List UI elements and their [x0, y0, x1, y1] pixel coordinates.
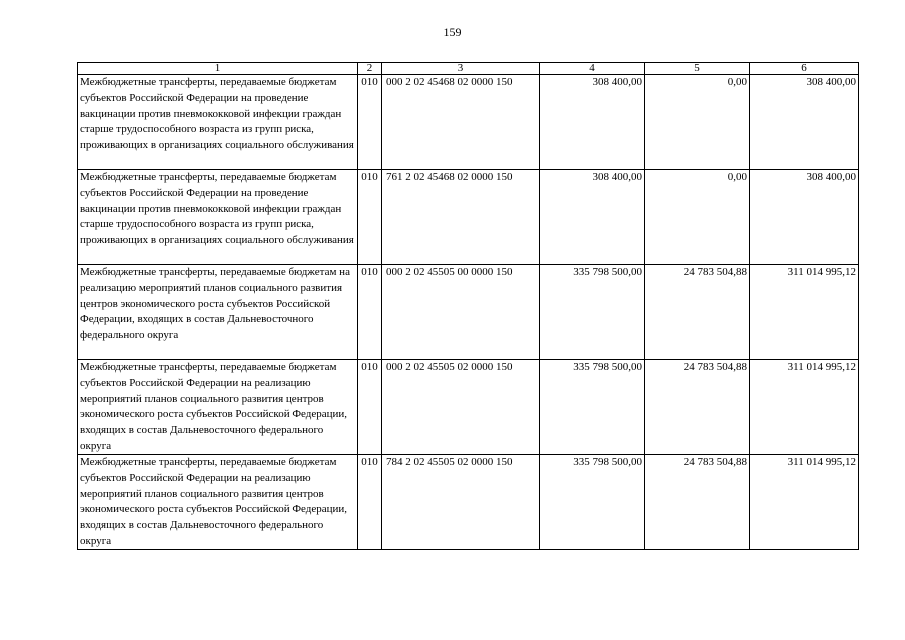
table-row [78, 75, 859, 170]
row-classification-cell: 000 2 02 45505 02 0000 150 [382, 360, 540, 455]
row-classification-cell: 761 2 02 45468 02 0000 150 [382, 170, 540, 265]
row-col5-cell: 0,00 [645, 75, 750, 170]
row-col6-cell: 308 400,00 [750, 75, 859, 170]
row-classification-cell: 784 2 02 45505 02 0000 150 [382, 455, 540, 550]
row-col6-cell: 311 014 995,12 [750, 265, 859, 360]
row-col5-cell: 24 783 504,88 [645, 265, 750, 360]
row-code-cell: 010 [358, 455, 382, 550]
column-header-6: 6 [750, 63, 859, 75]
row-col5-cell: 24 783 504,88 [645, 360, 750, 455]
row-name-cell [78, 75, 358, 170]
row-name: Межбюджетные трансферты, передаваемые бюджетам субъектов Российской Федерации на проведение вакцинации против пневмококковой инфекции граждан старше трудоспособного возраста из групп риска, проживающих в организациях социального обслуживания [80, 171, 354, 247]
row-code-cell: 010 [358, 170, 382, 265]
column-header-5: 5 [645, 63, 750, 75]
row-name: Межбюджетные трансферты, передаваемые бюджетам субъектов Российской Федерации на проведение вакцинации против пневмококковой инфекции граждан старше трудоспособного возраста из групп риска, проживающих в организациях социального обслуживания [80, 76, 354, 152]
row-col5-cell: 0,00 [645, 170, 750, 265]
row-col4-cell: 308 400,00 [540, 75, 645, 170]
column-header-4: 4 [540, 63, 645, 75]
row-col4-cell: 335 798 500,00 [540, 360, 645, 455]
table-row [78, 360, 859, 455]
row-name: Межбюджетные трансферты, передаваемые бюджетам субъектов Российской Федерации на реализацию мероприятий планов социального развития центров экономического роста субъектов Российской Федерации, входящих в состав Дальневосточного федерального округа [80, 456, 348, 547]
column-header-3: 3 [382, 63, 540, 75]
row-col4-cell: 308 400,00 [540, 170, 645, 265]
row-name-cell [78, 170, 358, 265]
row-code-cell: 010 [358, 75, 382, 170]
row-classification-cell: 000 2 02 45468 02 0000 150 [382, 75, 540, 170]
table-row [78, 265, 859, 360]
row-code-cell: 010 [358, 360, 382, 455]
row-col6-cell: 311 014 995,12 [750, 360, 859, 455]
table-header-row [78, 63, 859, 75]
row-name: Межбюджетные трансферты, передаваемые бюджетам на реализацию мероприятий планов социального развития центров экономического роста субъектов Российской Федерации, входящих в состав Дальневосточного федерального округа [80, 266, 350, 342]
table-row [78, 170, 859, 265]
column-header-1: 1 [78, 63, 358, 75]
budget-table [77, 62, 859, 550]
row-col6-cell: 311 014 995,12 [750, 455, 859, 550]
row-col6-cell: 308 400,00 [750, 170, 859, 265]
row-code-cell: 010 [358, 265, 382, 360]
page-number: 159 [443, 25, 462, 39]
row-col4-cell: 335 798 500,00 [540, 455, 645, 550]
row-name-cell [78, 455, 358, 550]
row-name: Межбюджетные трансферты, передаваемые бюджетам субъектов Российской Федерации на реализацию мероприятий планов социального развития центров экономического роста субъектов Российской Федерации, входящих в состав Дальневосточного федерального округа [80, 361, 348, 452]
row-col5-cell: 24 783 504,88 [645, 455, 750, 550]
column-header-2: 2 [358, 63, 382, 75]
row-name-cell [78, 360, 358, 455]
row-name-cell [78, 265, 358, 360]
row-col4-cell: 335 798 500,00 [540, 265, 645, 360]
table-row [78, 455, 859, 550]
row-classification-cell: 000 2 02 45505 00 0000 150 [382, 265, 540, 360]
